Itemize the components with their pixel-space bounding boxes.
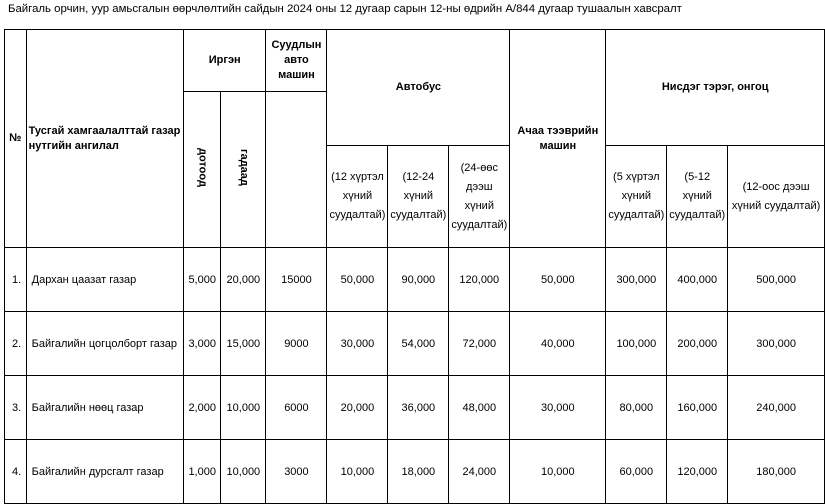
header-no: № bbox=[5, 30, 27, 248]
row-category: Байгалийн цогцолборт газар bbox=[26, 312, 183, 376]
header-category: Тусгай хамгаалалттай газар нутгийн ангилал bbox=[26, 30, 183, 248]
cell-foreign: 15,000 bbox=[221, 312, 266, 376]
header-aircraft-sub-2: (5-12 хүний суудалтай) bbox=[667, 146, 728, 248]
cell-bus-1: 10,000 bbox=[327, 440, 388, 504]
cell-foreign: 10,000 bbox=[221, 376, 266, 440]
header-car-blank bbox=[266, 92, 327, 248]
cell-car: 15000 bbox=[266, 248, 327, 312]
cell-aircraft-1: 60,000 bbox=[606, 440, 667, 504]
header-bus-sub-2: (12-24 хүний суудалтай) bbox=[388, 146, 449, 248]
table-row bbox=[5, 312, 825, 376]
header-freight: Ачаа тээврийн машин bbox=[510, 30, 606, 248]
cell-freight: 10,000 bbox=[510, 440, 606, 504]
cell-aircraft-1: 100,000 bbox=[606, 312, 667, 376]
cell-freight: 50,000 bbox=[510, 248, 606, 312]
row-category: Байгалийн нөөц газар bbox=[26, 376, 183, 440]
header-citizen: Иргэн bbox=[184, 30, 266, 92]
header-bus-sub-1: (12 хүртэл хүний суудалтай) bbox=[327, 146, 388, 248]
cell-freight: 40,000 bbox=[510, 312, 606, 376]
cell-bus-2: 54,000 bbox=[388, 312, 449, 376]
cell-freight: 30,000 bbox=[510, 376, 606, 440]
cell-bus-2: 36,000 bbox=[388, 376, 449, 440]
header-aircraft: Нисдэг тэрэг, онгоц bbox=[606, 30, 825, 146]
header-car: Суудлын авто машин bbox=[266, 30, 327, 92]
header-domestic-cell bbox=[184, 92, 221, 248]
header-row-1 bbox=[5, 30, 825, 92]
cell-bus-3: 120,000 bbox=[449, 248, 510, 312]
cell-bus-3: 24,000 bbox=[449, 440, 510, 504]
cell-aircraft-2: 400,000 bbox=[667, 248, 728, 312]
table-row bbox=[5, 248, 825, 312]
cell-aircraft-3: 500,000 bbox=[728, 248, 825, 312]
cell-aircraft-2: 160,000 bbox=[667, 376, 728, 440]
cell-foreign: 10,000 bbox=[221, 440, 266, 504]
cell-car: 6000 bbox=[266, 376, 327, 440]
cell-bus-1: 20,000 bbox=[327, 376, 388, 440]
header-foreign: гадаад bbox=[237, 148, 250, 186]
cell-foreign: 20,000 bbox=[221, 248, 266, 312]
cell-domestic: 5,000 bbox=[184, 248, 221, 312]
cell-domestic: 1,000 bbox=[184, 440, 221, 504]
header-bus: Автобус bbox=[327, 30, 510, 146]
fee-table bbox=[4, 29, 825, 504]
row-no: 3. bbox=[5, 376, 27, 440]
cell-bus-1: 30,000 bbox=[327, 312, 388, 376]
document-caption: Байгаль орчин, уур амьсгалын өөрчлөлтийн сайдын 2024 оны 12 дугаар сарын 12-ны өдрийн А/844 дугаар тушаалын хавсралт bbox=[8, 3, 682, 15]
row-no: 2. bbox=[5, 312, 27, 376]
header-aircraft-sub-3: (12-оос дээш хүний суудалтай) bbox=[728, 146, 825, 248]
table-row bbox=[5, 376, 825, 440]
cell-car: 3000 bbox=[266, 440, 327, 504]
cell-bus-3: 48,000 bbox=[449, 376, 510, 440]
cell-bus-3: 72,000 bbox=[449, 312, 510, 376]
cell-aircraft-2: 200,000 bbox=[667, 312, 728, 376]
row-no: 4. bbox=[5, 440, 27, 504]
table-row bbox=[5, 440, 825, 504]
cell-aircraft-2: 120,000 bbox=[667, 440, 728, 504]
cell-aircraft-3: 300,000 bbox=[728, 312, 825, 376]
row-no: 1. bbox=[5, 248, 27, 312]
cell-domestic: 3,000 bbox=[184, 312, 221, 376]
cell-aircraft-1: 80,000 bbox=[606, 376, 667, 440]
cell-car: 9000 bbox=[266, 312, 327, 376]
cell-bus-2: 90,000 bbox=[388, 248, 449, 312]
cell-domestic: 2,000 bbox=[184, 376, 221, 440]
cell-bus-1: 50,000 bbox=[327, 248, 388, 312]
cell-aircraft-3: 180,000 bbox=[728, 440, 825, 504]
row-category: Дархан цаазат газар bbox=[26, 248, 183, 312]
header-domestic: дотоод bbox=[196, 147, 209, 187]
header-bus-sub-3: (24-өөс дээш хүний суудалтай) bbox=[449, 146, 510, 248]
cell-aircraft-1: 300,000 bbox=[606, 248, 667, 312]
header-aircraft-sub-1: (5 хүртэл хүний суудалтай) bbox=[606, 146, 667, 248]
header-foreign-cell bbox=[221, 92, 266, 248]
cell-aircraft-3: 240,000 bbox=[728, 376, 825, 440]
cell-bus-2: 18,000 bbox=[388, 440, 449, 504]
row-category: Байгалийн дурсгалт газар bbox=[26, 440, 183, 504]
